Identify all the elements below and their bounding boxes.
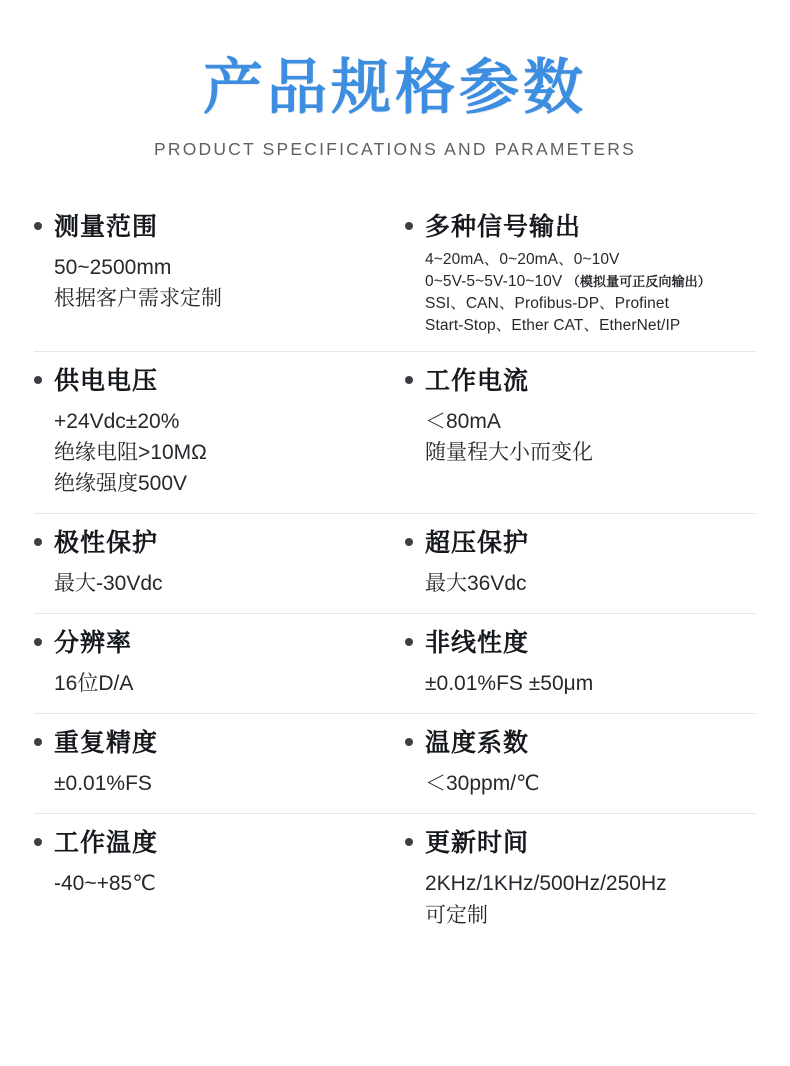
spec-values: [425, 668, 750, 699]
spec-values: [54, 252, 389, 314]
spec-cell-right: [395, 212, 756, 337]
spec-heading: [34, 528, 389, 558]
bullet-icon: [34, 376, 42, 384]
spec-cell-left: [34, 212, 395, 337]
spec-value-line: ＜80mA: [425, 410, 501, 433]
spec-cell-right: [395, 728, 756, 799]
spec-value-line: SSI、CAN、Profibus-DP、Profinet: [425, 295, 669, 312]
spec-value-line: 随量程大小而变化: [425, 441, 593, 465]
spec-value-line: 0~5V-5~5V-10~10V （模拟量可正反向输出）: [425, 273, 711, 290]
spec-cell-left: [34, 528, 395, 599]
spec-title: 更新时间: [425, 829, 530, 858]
spec-value-line: 根据客户需求定制: [54, 287, 222, 311]
bullet-icon: [34, 538, 42, 546]
spec-value-line: ＜30ppm/℃: [425, 772, 540, 796]
spec-value-line: Start-Stop、Ether CAT、EtherNet/IP: [425, 317, 681, 334]
spec-heading: [34, 728, 389, 758]
spec-cell-left: [34, 828, 395, 930]
spec-cell-right: [395, 366, 756, 499]
spec-values: [54, 768, 389, 799]
spec-row: [34, 514, 756, 614]
spec-heading: [405, 728, 750, 758]
spec-heading: [34, 212, 389, 242]
spec-title: 极性保护: [54, 529, 159, 558]
spec-row: [34, 352, 756, 514]
spec-title: 测量范围: [54, 213, 159, 241]
spec-title: 温度系数: [425, 729, 530, 758]
spec-heading: [405, 828, 750, 858]
spec-row: [34, 814, 756, 944]
spec-heading: [34, 366, 389, 396]
spec-heading: [405, 628, 750, 658]
spec-values: [425, 768, 750, 799]
spec-value-line: 最大-30Vdc: [54, 572, 163, 596]
spec-title: 工作温度: [54, 829, 159, 858]
spec-values: [54, 868, 389, 899]
spec-value-line: -40~+85℃: [54, 872, 156, 896]
spec-value-line: 4~20mA、0~20mA、0~10V: [425, 251, 620, 268]
spec-heading: [405, 528, 750, 558]
spec-title: 超压保护: [425, 529, 530, 558]
spec-title: 工作电流: [425, 367, 530, 395]
spec-title: 重复精度: [54, 729, 159, 758]
spec-values: [425, 249, 750, 337]
bullet-icon: [405, 538, 413, 546]
spec-values: [54, 406, 389, 499]
spec-value-line: 绝缘电阻>10MΩ: [54, 441, 207, 465]
spec-row: [34, 614, 756, 714]
spec-value-line: 可定制: [425, 903, 488, 927]
spec-value-note: （模拟量可正反向输出）: [566, 274, 711, 289]
bullet-icon: [34, 222, 42, 230]
spec-title: 供电电压: [54, 367, 159, 395]
spec-value-line: 绝缘强度500V: [54, 472, 188, 496]
bullet-icon: [405, 638, 413, 646]
spec-cell-right: [395, 828, 756, 930]
bullet-icon: [405, 376, 413, 384]
spec-heading: [405, 366, 750, 396]
spec-heading: [34, 828, 389, 858]
bullet-icon: [405, 738, 413, 746]
bullet-icon: [405, 838, 413, 846]
page-header: [34, 0, 756, 160]
spec-cell-left: [34, 728, 395, 799]
spec-title: 非线性度: [425, 629, 530, 658]
spec-values: [425, 406, 750, 468]
bullet-icon: [34, 838, 42, 846]
spec-value-line: 最大36Vdc: [425, 572, 527, 596]
spec-value-line: 16位D/A: [54, 672, 134, 696]
spec-cell-right: [395, 528, 756, 599]
spec-values: [425, 568, 750, 599]
spec-title: 多种信号输出: [425, 213, 582, 241]
spec-title: 分辨率: [54, 629, 133, 658]
spec-value-line: +24Vdc±20%: [54, 410, 180, 433]
spec-values: [54, 568, 389, 599]
spec-values: [425, 868, 750, 930]
spec-value-line: 2KHz/1KHz/500Hz/250Hz: [425, 872, 667, 896]
spec-cell-left: [34, 628, 395, 699]
spec-value-line: ±0.01%FS: [54, 772, 152, 796]
bullet-icon: [405, 222, 413, 230]
spec-row: [34, 198, 756, 352]
spec-cell-right: [395, 628, 756, 699]
spec-heading: [34, 628, 389, 658]
page-subtitle: PRODUCT SPECIFICATIONS AND PARAMETERS: [153, 139, 636, 159]
bullet-icon: [34, 738, 42, 746]
page-title: 产品规格参数: [203, 54, 587, 121]
spec-value-line: 50~2500mm: [54, 256, 172, 279]
spec-values: [54, 668, 389, 699]
spec-heading: [405, 212, 750, 242]
spec-cell-left: [34, 366, 395, 499]
spec-row: [34, 714, 756, 814]
specification-list: [34, 198, 756, 945]
spec-value-line: ±0.01%FS ±50μm: [425, 672, 594, 696]
bullet-icon: [34, 638, 42, 646]
